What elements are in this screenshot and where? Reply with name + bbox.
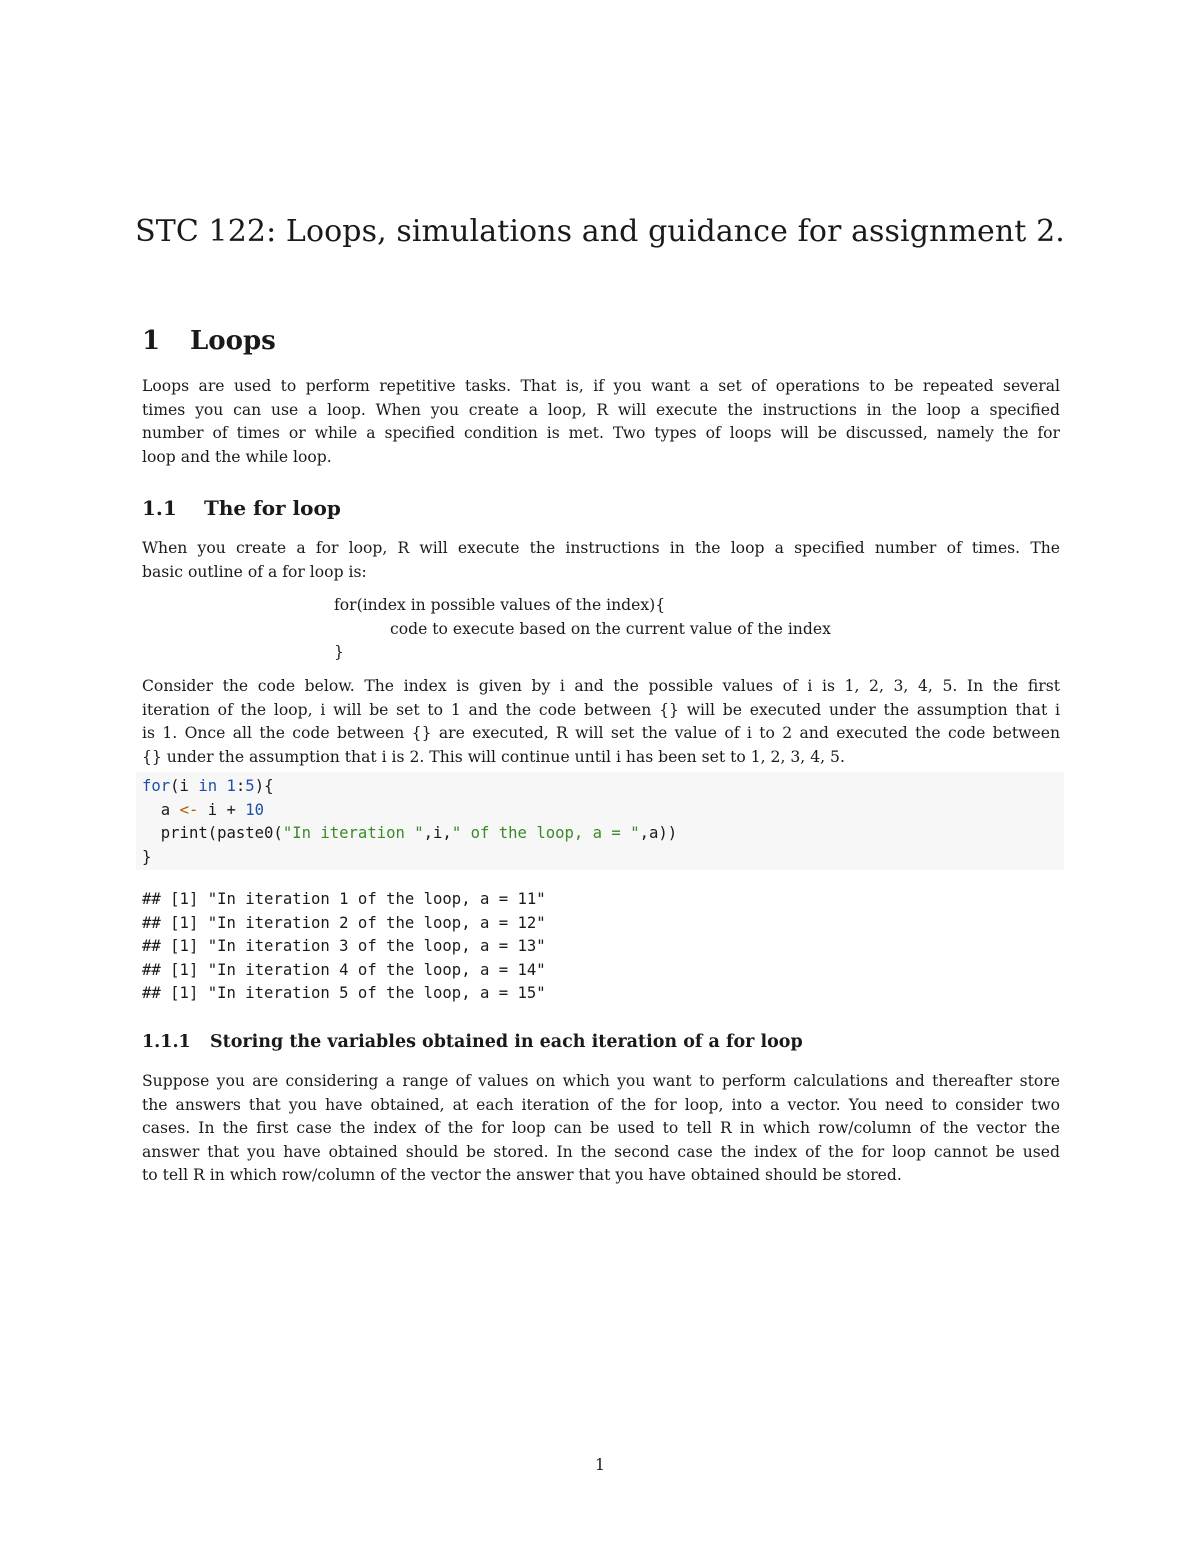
code-token: : [235, 777, 246, 795]
paragraph-line: Consider the code below. The index is given by i and the possible values of i is 1, 2, 3, 4, 5. In the first [142, 677, 1060, 695]
code-token: i + [198, 800, 246, 819]
paragraph-intro [142, 375, 1060, 469]
code-keyword: for [142, 777, 171, 795]
code-string: " of the loop, a = " [451, 824, 640, 842]
paragraph-line: answer that you have obtained should be stored. In the second case the index of the for loop cannot be used [142, 1142, 1060, 1161]
paragraph-line: Suppose you are considering a range of values on which you want to perform calculations and thereafter store [142, 1072, 1060, 1090]
code-number: 10 [245, 800, 265, 819]
code-keyword: in [198, 777, 218, 795]
subsubsection-heading-storing-variables [142, 1032, 803, 1052]
paragraph-code-explanation [142, 675, 1060, 769]
code-number: 5 [245, 777, 255, 795]
output-line: ## [1] "In iteration 5 of the loop, a = 15" [142, 984, 546, 1002]
code-output [142, 888, 546, 1006]
outline-line: for(index in possible values of the index){ [334, 596, 666, 614]
paragraph-line: Loops are used to perform repetitive tasks. That is, if you want a set of operations to be repeated several [142, 377, 1060, 395]
code-token: print(paste0( [142, 824, 283, 842]
paragraph-line: times you can use a loop. When you create a loop, R will execute the instructions in the loop a specified [142, 400, 1060, 419]
paragraph-line: basic outline of a for loop is: [142, 562, 367, 581]
page-number: 1 [595, 1456, 605, 1474]
section-title: Loops [190, 326, 276, 356]
code-token: } [142, 847, 152, 866]
subsection-heading-for-loop [142, 496, 341, 520]
code-token: (i [170, 777, 199, 795]
code-block [136, 772, 1064, 870]
section-number: 1 [142, 326, 161, 356]
code-token: ,a)) [639, 824, 678, 842]
paragraph-for-loop [142, 537, 1060, 584]
output-line: ## [1] "In iteration 3 of the loop, a = 13" [142, 937, 546, 955]
code-text [136, 772, 1064, 869]
paragraph-line: loop and the while loop. [142, 447, 332, 466]
output-line: ## [1] "In iteration 2 of the loop, a = 12" [142, 913, 546, 932]
section-heading-loops [142, 326, 276, 356]
outline-line: } [334, 643, 344, 661]
paragraph-line: number of times or while a specified condition is met. Two types of loops will be discussed, namely the for [142, 424, 1060, 442]
code-token: a [142, 800, 180, 819]
code-string: "In iteration " [282, 824, 424, 842]
paragraph-line: cases. In the first case the index of the for loop can be used to tell R in which row/column of the vector the [142, 1119, 1060, 1137]
paragraph-line: {} under the assumption that i is 2. This will continue until i has been set to 1, 2, 3, 4, 5. [142, 747, 845, 766]
paragraph-storing-variables [142, 1070, 1060, 1188]
subsubsection-number: 1.1.1 [142, 1032, 191, 1052]
document-title: STC 122: Loops, simulations and guidance for assignment 2. [135, 214, 1065, 249]
output-line: ## [1] "In iteration 4 of the loop, a = 14" [142, 960, 546, 979]
paragraph-line: to tell R in which row/column of the vector the answer that you have obtained should be stored. [142, 1166, 902, 1184]
paragraph-line: iteration of the loop, i will be set to 1 and the code between {} will be executed under the assumption that i [142, 700, 1060, 719]
outline-line: code to execute based on the current value of the index [390, 619, 831, 638]
code-token: ,i, [423, 824, 452, 842]
subsubsection-title: Storing the variables obtained in each iteration of a for loop [210, 1032, 803, 1052]
code-number: 1 [226, 777, 236, 795]
code-token: ){ [254, 777, 274, 795]
paragraph-line: When you create a for loop, R will execute the instructions in the loop a specified number of times. The [142, 539, 1060, 557]
subsection-title: The for loop [204, 496, 341, 520]
paragraph-line: is 1. Once all the code between {} are executed, R will set the value of i to 2 and executed the code between [142, 724, 1060, 742]
code-token [217, 777, 226, 795]
subsection-number: 1.1 [142, 496, 177, 520]
for-loop-outline [334, 594, 831, 665]
paragraph-line: the answers that you have obtained, at each iteration of the for loop, into a vector. You need to consider two [142, 1095, 1060, 1114]
code-operator: <- [179, 800, 199, 819]
output-line: ## [1] "In iteration 1 of the loop, a = 11" [142, 890, 546, 908]
